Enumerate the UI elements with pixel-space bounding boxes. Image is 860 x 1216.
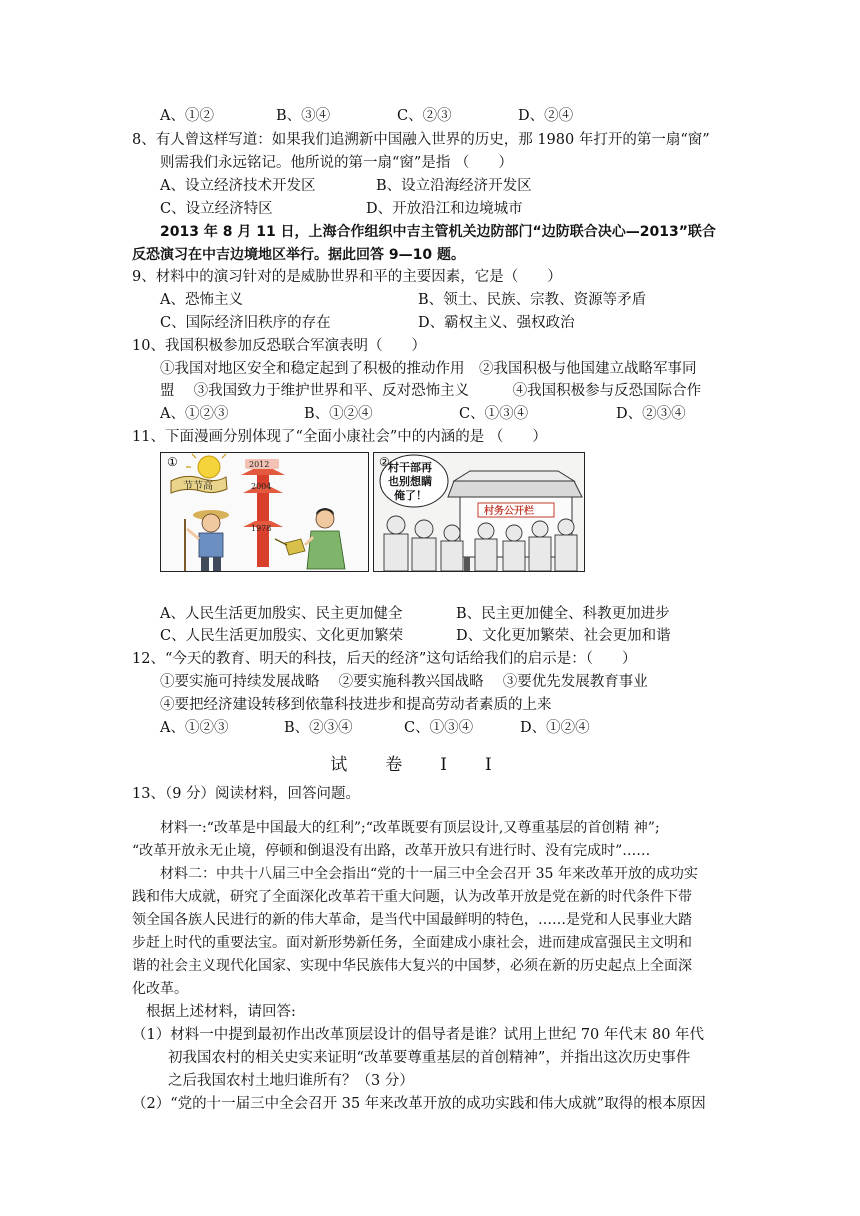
q9-option-b: B、领土、民族、宗教、资源等矛盾	[418, 292, 647, 308]
q10-option-d: D、②③④	[616, 406, 686, 422]
cartoon-farmer-income-illustration	[161, 453, 368, 571]
q11-option-b: B、民主更加健全、科教更加进步	[456, 606, 670, 622]
cartoon-2-board-title: 村务公开栏	[484, 506, 534, 517]
q9-option-a: A、恐怖主义	[160, 292, 243, 308]
cartoon-village-affairs	[373, 452, 585, 572]
q12-statements-line1: ①要实施可持续发展战略 ②要实施科教兴国战略 ③要优先发展教育事业	[160, 674, 648, 690]
q8-option-d: D、开放沿江和边境城市	[366, 201, 523, 217]
q13-material2-line6: 化改革。	[132, 981, 188, 997]
q7-option-a: A、①②	[160, 108, 214, 124]
cartoon-2-speech-line2: 也别想瞒	[388, 475, 432, 488]
q12-stem: 12、“今天的教育、明天的科技，后天的经济”这句话给我们的启示是：（ ）	[132, 651, 637, 667]
cartoon-1-year-2004: 2004	[251, 482, 272, 491]
q10-option-c: C、①③④	[459, 406, 529, 422]
q10-statements-line1: ①我国对地区安全和稳定起到了积极的推动作用 ②我国积极与他国建立战略军事同	[160, 361, 697, 377]
q10-option-b: B、①②④	[304, 406, 373, 422]
q8-option-b: B、设立沿海经济开发区	[376, 178, 532, 194]
q11-option-c: C、人民生活更加殷实、文化更加繁荣	[160, 628, 404, 644]
q12-statements-line2: ④要把经济建设转移到依靠科技进步和提高劳动者素质的上来	[160, 697, 552, 713]
q7-option-b: B、③④	[276, 108, 331, 124]
q7-option-c: C、②③	[397, 108, 452, 124]
cartoon-2-number: ②	[379, 455, 390, 469]
q8-option-c: C、设立经济特区	[160, 201, 273, 217]
q13-material2-line2: 践和伟大成就，研究了全面深化改革若干重大问题，认为改革开放是党在新的时代条件下带	[132, 889, 692, 905]
q13-material2-line5: 谐的社会主义现代化国家、实现中华民族伟大复兴的中国梦，必须在新的历史起点上全面深	[132, 958, 692, 974]
q13-material1-line1: 材料一:“改革是中国最大的红利”;“改革既要有顶层设计,又尊重基层的首创精 神”;	[160, 820, 660, 836]
intro-9-10-line2: 反恐演习在中吉边境地区举行。据此回答 9—10 题。	[132, 247, 465, 263]
intro-9-10-line1: 2013 年 8 月 11 日，上海合作组织中吉主管机关边防部门“边防联合决心—2013”联合	[160, 224, 716, 240]
q10-statements-line2: 盟 ③我国致力于维护世界和平、反对恐怖主义 ④我国积极参与反恐国际合作	[160, 383, 702, 399]
q8-option-a: A、设立经济技术开发区	[160, 178, 316, 194]
q10-option-a: A、①②③	[160, 406, 229, 422]
q13-material2-line1: 材料二：中共十八届三中全会指出“党的十一届三中全会召开 35 年来改革开放的成功实	[160, 866, 698, 882]
q10-stem: 10、我国积极参加反恐联合军演表明（ ）	[132, 338, 426, 354]
cartoon-1-number: ①	[167, 455, 178, 469]
section-title: 试卷II	[330, 755, 530, 775]
q12-option-c: C、①③④	[404, 720, 474, 736]
q11-option-d: D、文化更加繁荣、社会更加和谐	[456, 628, 671, 644]
q8-stem-line2: 则需我们永远铭记。他所说的第一扇“窗”是指 （ ）	[160, 155, 513, 171]
q11-option-a: A、人民生活更加殷实、民主更加健全	[160, 606, 403, 622]
cartoon-1-year-1978: 1978	[251, 524, 272, 533]
q13-sub1-line2: 初我国农村的相关史实来证明“改革要尊重基层的首创精神”，并指出这次历史事件	[168, 1050, 691, 1066]
cartoon-1-year-2012: 2012	[249, 460, 270, 469]
q13-stem: 13、（9 分）阅读材料，回答问题。	[132, 786, 361, 802]
cartoon-1-stem-text: 农民收入	[271, 539, 280, 571]
q9-option-d: D、霸权主义、强权政治	[418, 315, 575, 331]
q13-sub2-line1: （2）“党的十一届三中全会召开 35 年来改革开放的成功实践和伟大成就”取得的根本原因	[132, 1096, 706, 1112]
cartoon-village-affairs-illustration	[374, 453, 584, 571]
q13-material1-line2: “改革开放永无止境，停顿和倒退没有出路，改革开放只有进行时、没有完成时”……	[132, 843, 651, 859]
q12-option-b: B、②③④	[284, 720, 353, 736]
q12-option-a: A、①②③	[160, 720, 229, 736]
q9-stem: 9、材料中的演习针对的是威胁世界和平的主要因素，它是（ ）	[132, 269, 562, 285]
q13-sub1-line3: 之后我国农村土地归谁所有？（3 分）	[168, 1073, 414, 1089]
q12-option-d: D、①②④	[520, 720, 590, 736]
cartoon-1-banner: 节节高	[183, 481, 213, 492]
cartoon-2-speech-line1: 村干部再	[388, 461, 432, 474]
cartoon-2-speech-line3: 俺了！	[394, 489, 427, 502]
q13-material2-line3: 领全国各族人民进行的新的伟大革命，是当代中国最鲜明的特色，……是党和人民事业大踏	[132, 912, 692, 928]
q7-option-d: D、②④	[518, 108, 574, 124]
q13-material2-line4: 步赶上时代的重要法宝。面对新形势新任务，全面建成小康社会，进而建成富强民主文明和	[132, 935, 692, 951]
q13-prompt: 根据上述材料，请回答:	[146, 1004, 296, 1020]
q11-stem: 11、下面漫画分别体现了“全面小康社会”中的内涵的是 （ ）	[132, 429, 547, 445]
q13-sub1-line1: （1）材料一中提到最初作出改革顶层设计的倡导者是谁？试用上世纪 70 年代末 80 年代	[132, 1027, 705, 1043]
q9-option-c: C、国际经济旧秩序的存在	[160, 315, 331, 331]
cartoon-farmer-income	[160, 452, 369, 572]
q8-stem-line1: 8、有人曾这样写道：如果我们追溯新中国融入世界的历史，那 1980 年打开的第一扇“窗”	[132, 132, 710, 148]
